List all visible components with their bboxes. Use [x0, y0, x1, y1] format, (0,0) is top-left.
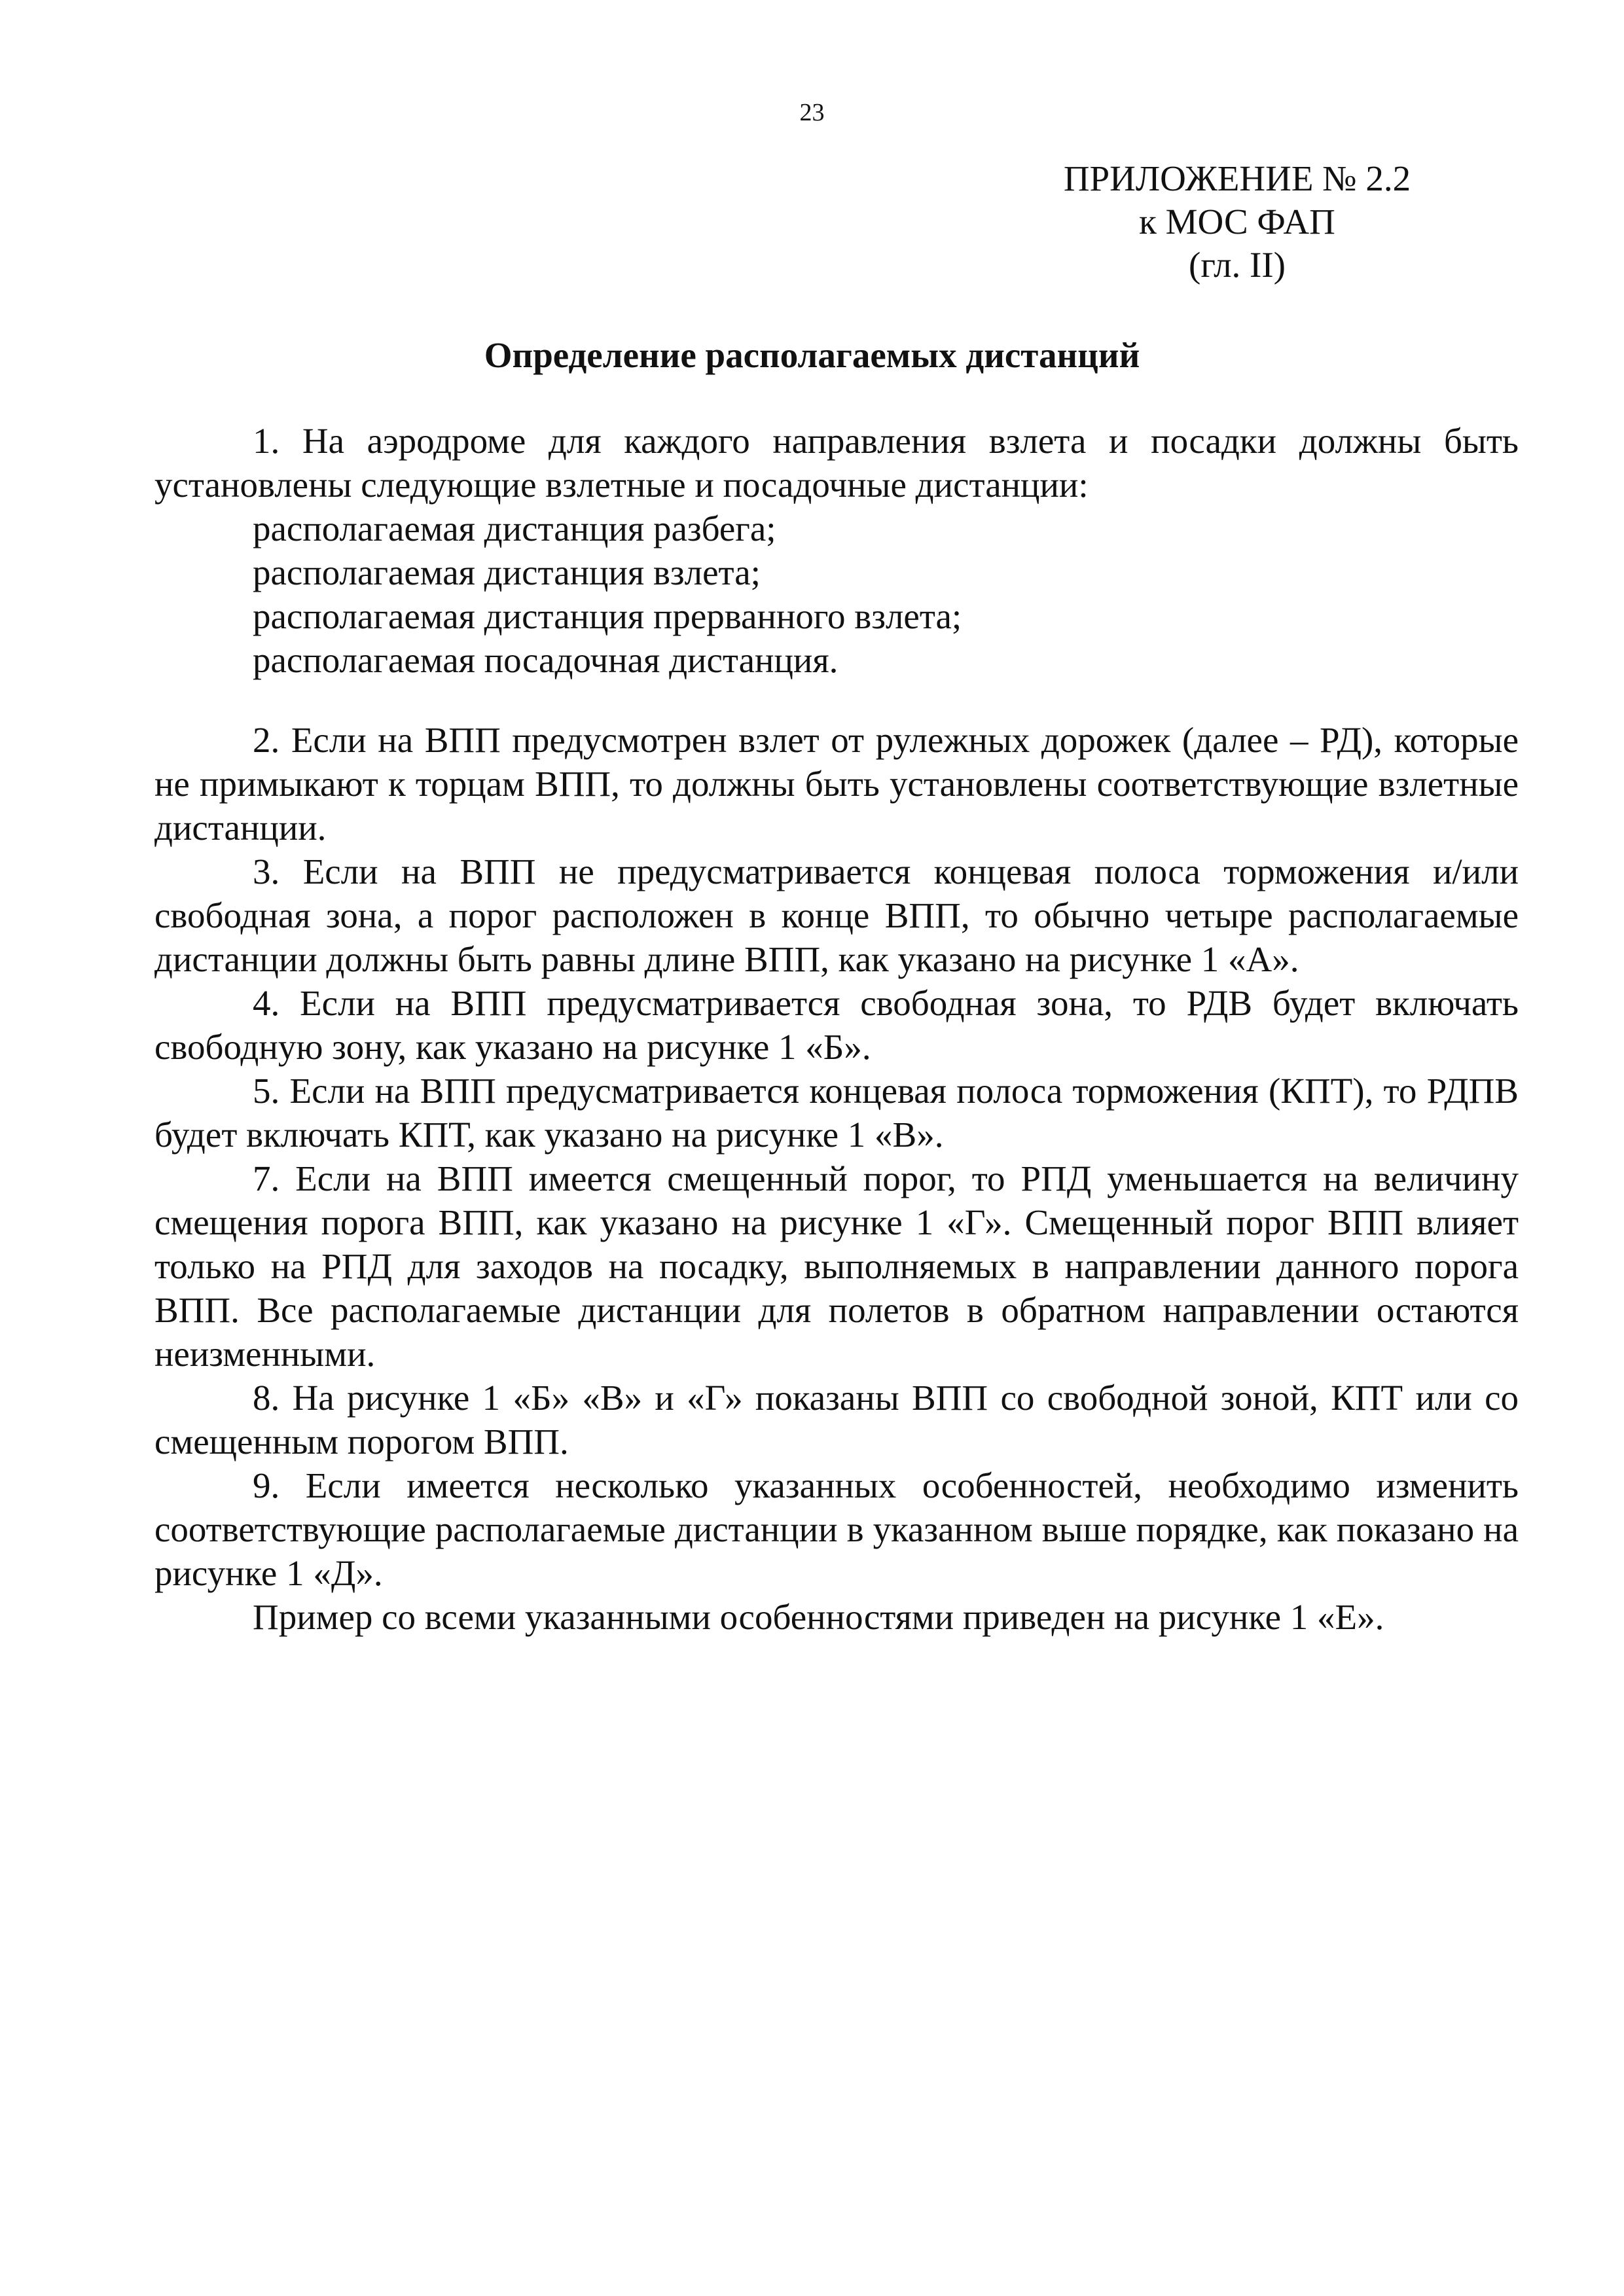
paragraph-9: 9. Если имеется несколько указанных особенностей, необходимо изменить соответствующие располагаемые дистанции в указанном выше порядке, как показано на рисунке 1 «Д».	[154, 1465, 1519, 1593]
paragraph-7: 7. Если на ВПП имеется смещенный порог, то РПД уменьшается на величину смещения порога ВПП, как указано на рисунке 1 «Г». Смещенный порог ВПП влияет только на РПД для заходов на посадку, выполняемых в направлении данного порога ВПП. Все располагаемые дистанции для полетов в обратном направлении остаются неизменными.	[154, 1158, 1519, 1374]
paragraph-3: 3. Если на ВПП не предусматривается концевая полоса торможения и/или свободная зона, а порог расположен в конце ВПП, то обычно четыре располагаемые дистанции должны быть равны длине ВПП, как указано на рисунке 1 «А».	[154, 852, 1519, 979]
document-title: Определение располагаемых дистанций	[484, 335, 1140, 375]
appendix-header	[969, 157, 1506, 287]
document-body	[154, 419, 1519, 1639]
paragraph-gap	[154, 682, 1519, 718]
paragraph-1: 1. На аэродроме для каждого направления взлета и посадки должны быть установлены следующие взлетные и посадочные дистанции:	[154, 421, 1519, 505]
paragraph-8: 8. На рисунке 1 «Б» «В» и «Г» показаны ВПП со свободной зоной, КПТ или со смещенным порогом ВПП.	[154, 1378, 1519, 1462]
paragraph-10: Пример со всеми указанными особенностями приведен на рисунке 1 «Е».	[253, 1597, 1384, 1637]
page-number: 23	[799, 99, 825, 126]
paragraph-5: 5. Если на ВПП предусматривается концевая полоса торможения (КПТ), то РДПВ будет включать КПТ, как указано на рисунке 1 «В».	[154, 1071, 1519, 1155]
appendix-line-1: ПРИЛОЖЕНИЕ № 2.2	[1063, 158, 1411, 198]
paragraph-2: 2. Если на ВПП предусмотрен взлет от рулежных дорожек (далее – РД), которые не примыкают к торцам ВПП, то должны быть установлены соответствующие взлетные дистанции.	[154, 720, 1519, 848]
list-item: располагаемая дистанция разбега;	[253, 509, 776, 548]
paragraph-4: 4. Если на ВПП предусматривается свободная зона, то РДВ будет включать свободную зону, как указано на рисунке 1 «Б».	[154, 983, 1519, 1067]
list-item: располагаемая дистанция взлета;	[253, 552, 761, 592]
list-item: располагаемая дистанция прерванного взлета;	[253, 596, 962, 636]
list-item: располагаемая посадочная дистанция.	[253, 640, 839, 680]
appendix-line-3: (гл. II)	[1189, 245, 1286, 285]
appendix-line-2: к МОС ФАП	[1139, 202, 1335, 242]
